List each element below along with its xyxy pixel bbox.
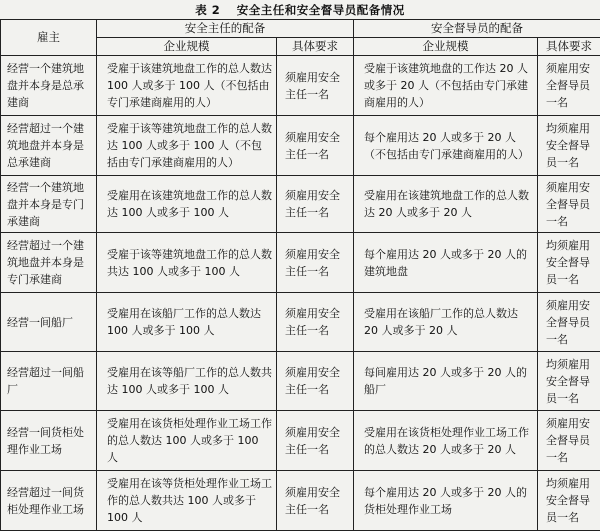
employer-cell: 经营一个建筑地盘并本身是专门承建商 <box>1 176 97 233</box>
supervisor-scale-cell: 每个雇用达 20 人或多于 20 人（不包括由专门承建商雇用的人） <box>354 116 538 176</box>
officer-requirement-cell: 须雇用安全主任一名 <box>277 56 354 116</box>
table-number: 表 2 <box>195 3 220 17</box>
employer-cell: 经营一个建筑地盘并本身是总承建商 <box>1 56 97 116</box>
header-employer: 雇主 <box>1 20 97 56</box>
header-supervisor-requirement: 具体要求 <box>538 38 600 56</box>
supervisor-requirement-cell: 均须雇用安全督导员一名 <box>538 233 600 293</box>
header-officer-requirement: 具体要求 <box>277 38 354 56</box>
supervisor-requirement-cell: 均须雇用安全督导员一名 <box>538 116 600 176</box>
table-row <box>1 233 600 293</box>
officer-requirement-cell: 须雇用安全主任一名 <box>277 411 354 471</box>
officer-scale-cell: 受雇用在该船厂工作的总人数达 100 人或多于 100 人 <box>97 293 277 352</box>
officer-scale-cell: 受雇用在该建筑地盘工作的总人数达 100 人或多于 100 人 <box>97 176 277 233</box>
table-row <box>1 352 600 411</box>
officer-scale-cell: 受雇于该建筑地盘工作的总人数达 100 人或多于 100 人（不包括由专门承建商雇用的人） <box>97 56 277 116</box>
staffing-table <box>0 19 600 531</box>
officer-scale-cell: 受雇于该等建筑地盘工作的总人数达 100 人或多于 100 人（不包括由专门承建商雇用的人） <box>97 116 277 176</box>
officer-requirement-cell: 须雇用安全主任一名 <box>277 233 354 293</box>
table-row <box>1 471 600 531</box>
employer-cell: 经营超过一个建筑地盘并本身是总承建商 <box>1 116 97 176</box>
employer-cell: 经营超过一个建筑地盘并本身是专门承建商 <box>1 233 97 293</box>
supervisor-requirement-cell: 须雇用安全督导员一名 <box>538 176 600 233</box>
employer-cell: 经营超过一间货柜处理作业工场 <box>1 471 97 531</box>
table-row <box>1 293 600 352</box>
header-officer-scale: 企业规模 <box>97 38 277 56</box>
supervisor-scale-cell: 受雇用在该船厂工作的总人数达 20 人或多于 20 人 <box>354 293 538 352</box>
table-title: 安全主任和安全督导员配备情况 <box>237 3 405 17</box>
header-row-1 <box>1 20 600 38</box>
officer-requirement-cell: 须雇用安全主任一名 <box>277 352 354 411</box>
header-supervisor-scale: 企业规模 <box>354 38 538 56</box>
supervisor-scale-cell: 受雇用在该建筑地盘工作的总人数达 20 人或多于 20 人 <box>354 176 538 233</box>
employer-cell: 经营一间货柜处理作业工场 <box>1 411 97 471</box>
supervisor-scale-cell: 每个雇用达 20 人或多于 20 人的建筑地盘 <box>354 233 538 293</box>
officer-scale-cell: 受雇用在该货柜处理作业工场工作的总人数达 100 人或多于 100 人 <box>97 411 277 471</box>
table-caption <box>0 2 600 18</box>
table-row <box>1 56 600 116</box>
table-row <box>1 176 600 233</box>
supervisor-scale-cell: 受雇用在该货柜处理作业工场工作的总人数达 20 人或多于 20 人 <box>354 411 538 471</box>
table-row <box>1 116 600 176</box>
supervisor-scale-cell: 每个雇用达 20 人或多于 20 人的货柜处理作业工场 <box>354 471 538 531</box>
officer-requirement-cell: 须雇用安全主任一名 <box>277 471 354 531</box>
supervisor-scale-cell: 受雇于该建筑地盘的工作达 20 人或多于 20 人（不包括由专门承建商雇用的人） <box>354 56 538 116</box>
supervisor-requirement-cell: 须雇用安全督导员一名 <box>538 293 600 352</box>
supervisor-scale-cell: 每间雇用达 20 人或多于 20 人的船厂 <box>354 352 538 411</box>
supervisor-requirement-cell: 均须雇用安全督导员一名 <box>538 471 600 531</box>
supervisor-requirement-cell: 须雇用安全督导员一名 <box>538 56 600 116</box>
officer-scale-cell: 受雇于该等建筑地盘工作的总人数共达 100 人或多于 100 人 <box>97 233 277 293</box>
officer-scale-cell: 受雇用在该等货柜处理作业工场工作的总人数共达 100 人或多于 100 人 <box>97 471 277 531</box>
supervisor-requirement-cell: 须雇用安全督导员一名 <box>538 411 600 471</box>
officer-scale-cell: 受雇用在该等船厂工作的总人数共达 100 人或多于 100 人 <box>97 352 277 411</box>
officer-requirement-cell: 须雇用安全主任一名 <box>277 116 354 176</box>
employer-cell: 经营一间船厂 <box>1 293 97 352</box>
supervisor-requirement-cell: 均须雇用安全督导员一名 <box>538 352 600 411</box>
table-row <box>1 411 600 471</box>
header-supervisor-group: 安全督导员的配备 <box>354 20 600 38</box>
header-officer-group: 安全主任的配备 <box>97 20 354 38</box>
employer-cell: 经营超过一间船厂 <box>1 352 97 411</box>
officer-requirement-cell: 须雇用安全主任一名 <box>277 176 354 233</box>
officer-requirement-cell: 须雇用安全主任一名 <box>277 293 354 352</box>
